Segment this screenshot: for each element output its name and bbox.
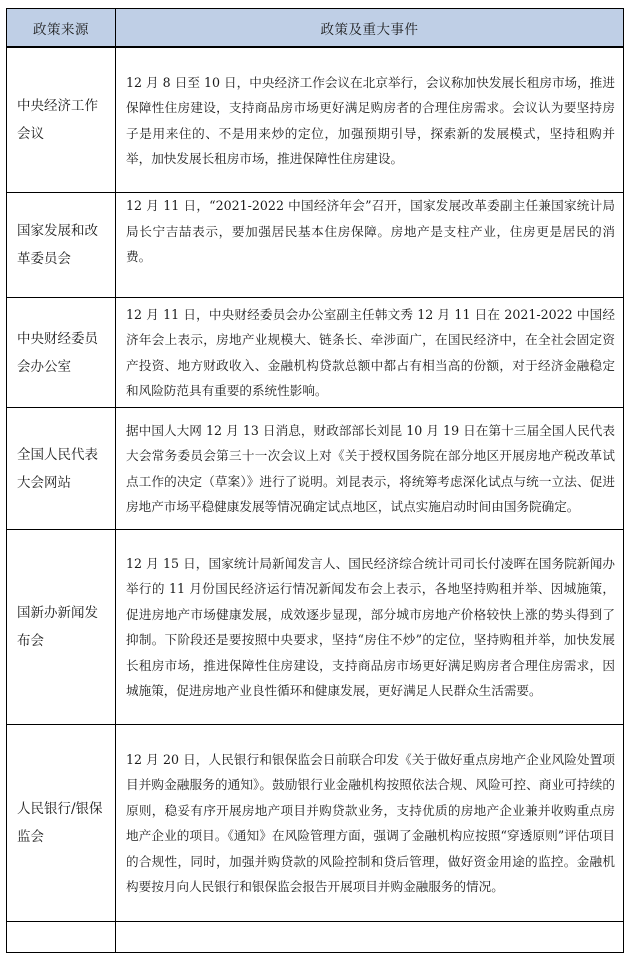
row-event-text: 12 月 20 日，人民银行和银保监会日前联合印发《关于做好重点房地产企业风险处置项目并购金融服务的通知》。鼓励银行业金融机构按照依法合规、风险可控、商业可持续的原则，稳妥有序开展房地产项目并购贷款业务，支持优质的房地产企业兼并收购重点房地产企业的项目。《通知》在风险管理方面，强调了金融机构应按照“穿透原则”评估项目的合规性，同时，加强并购贷款的风险控制和贷后管理，做好资金用途的监控。金融机构要按月向人民银行和银保监会报告开展项目并购金融服务的情况。	[126, 751, 615, 894]
row-event-cell	[116, 725, 624, 922]
row-event-text: 12 月 8 日至 10 日，中央经济工作会议在北京举行，会议称加快发展长租房市场，推进保障性住房建设，支持商品房市场更好满足购房者的合理住房需求。会议认为要坚持房子是用来住的、不是用来炒的定位，加强预期引导，探索新的发展模式，坚持租购并举，加快发展长租房市场，推进保障性住房建设。	[126, 74, 615, 166]
row-event-cell	[116, 408, 624, 530]
row-event-cell	[116, 193, 624, 298]
row-event-cell	[116, 47, 624, 193]
table-row	[7, 298, 624, 408]
row-event-text: 12 月 15 日，国家统计局新闻发言人、国民经济综合统计司司长付凌晖在国务院新闻办举行的 11 月份国民经济运行情况新闻发布会上表示，各地坚持购租并举、因城施策，促进房地产市场健康发展，成效逐步显现，部分城市房地产价格较快上涨的势头得到了抑制。下阶段还是要按照中央要求，坚持“房住不炒”的定位，坚持购租并举，加快发展长租房市场，推进保障性住房建设，支持商品房市场更好满足购房者合理住房需求，因城施策，促进房地产业良性循环和健康发展，更好满足人民群众生活需要。	[126, 555, 615, 698]
row-event-cell-partial	[116, 922, 624, 953]
table-row	[7, 47, 624, 193]
row-source-cell: 人民银行/银保监会	[7, 725, 116, 922]
policy-events-table	[6, 8, 624, 953]
header-policy-source: 政策来源	[7, 9, 116, 48]
row-event-cell	[116, 530, 624, 725]
row-source-cell: 全国人民代表大会网站	[7, 408, 116, 530]
row-source-cell: 中央财经委员会办公室	[7, 298, 116, 408]
table-row	[7, 530, 624, 725]
row-source-cell: 国家发展和改革委员会	[7, 193, 116, 298]
table-row	[7, 193, 624, 298]
table-header-row	[7, 9, 624, 48]
table-row	[7, 725, 624, 922]
policy-table-frame	[6, 8, 623, 928]
row-source-cell-partial	[7, 922, 116, 953]
row-event-text: 12 月 11 日，“2021-2022 中国经济年会”召开，国家发展改革委副主任兼国家统计局局长宁吉喆表示，要加强居民基本住房保障。房地产是支柱产业，住房更是居民的消费。	[126, 198, 615, 264]
table-row	[7, 408, 624, 530]
header-policy-events: 政策及重大事件	[116, 9, 624, 48]
row-event-cell	[116, 298, 624, 408]
table-row-partial	[7, 922, 624, 953]
row-event-text: 12 月 11 日，中央财经委员会办公室副主任韩文秀 12 月 11 日在 2021-2022 中国经济年会上表示，房地产业规模大、链条长、牵涉面广，在国民经济中，在全社会固定资产投资、地方财政收入、金融机构贷款总额中都占有相当高的份额，对于经济金融稳定和风险防范具有重要的系统性影响。	[126, 306, 615, 398]
row-source-cell: 国新办新闻发布会	[7, 530, 116, 725]
row-source-cell: 中央经济工作会议	[7, 47, 116, 193]
row-event-text: 据中国人大网 12 月 13 日消息，财政部部长刘昆 10 月 19 日在第十三届全国人民代表大会常务委员会第三十一次会议上对《关于授权国务院在部分地区开展房地产税改革试点工作的决定（草案）》进行了说明。刘昆表示，将统筹考虑深化试点与统一立法、促进房地产市场平稳健康发展等情况确定试点地区，试点实施启动时间由国务院确定。	[126, 422, 615, 514]
